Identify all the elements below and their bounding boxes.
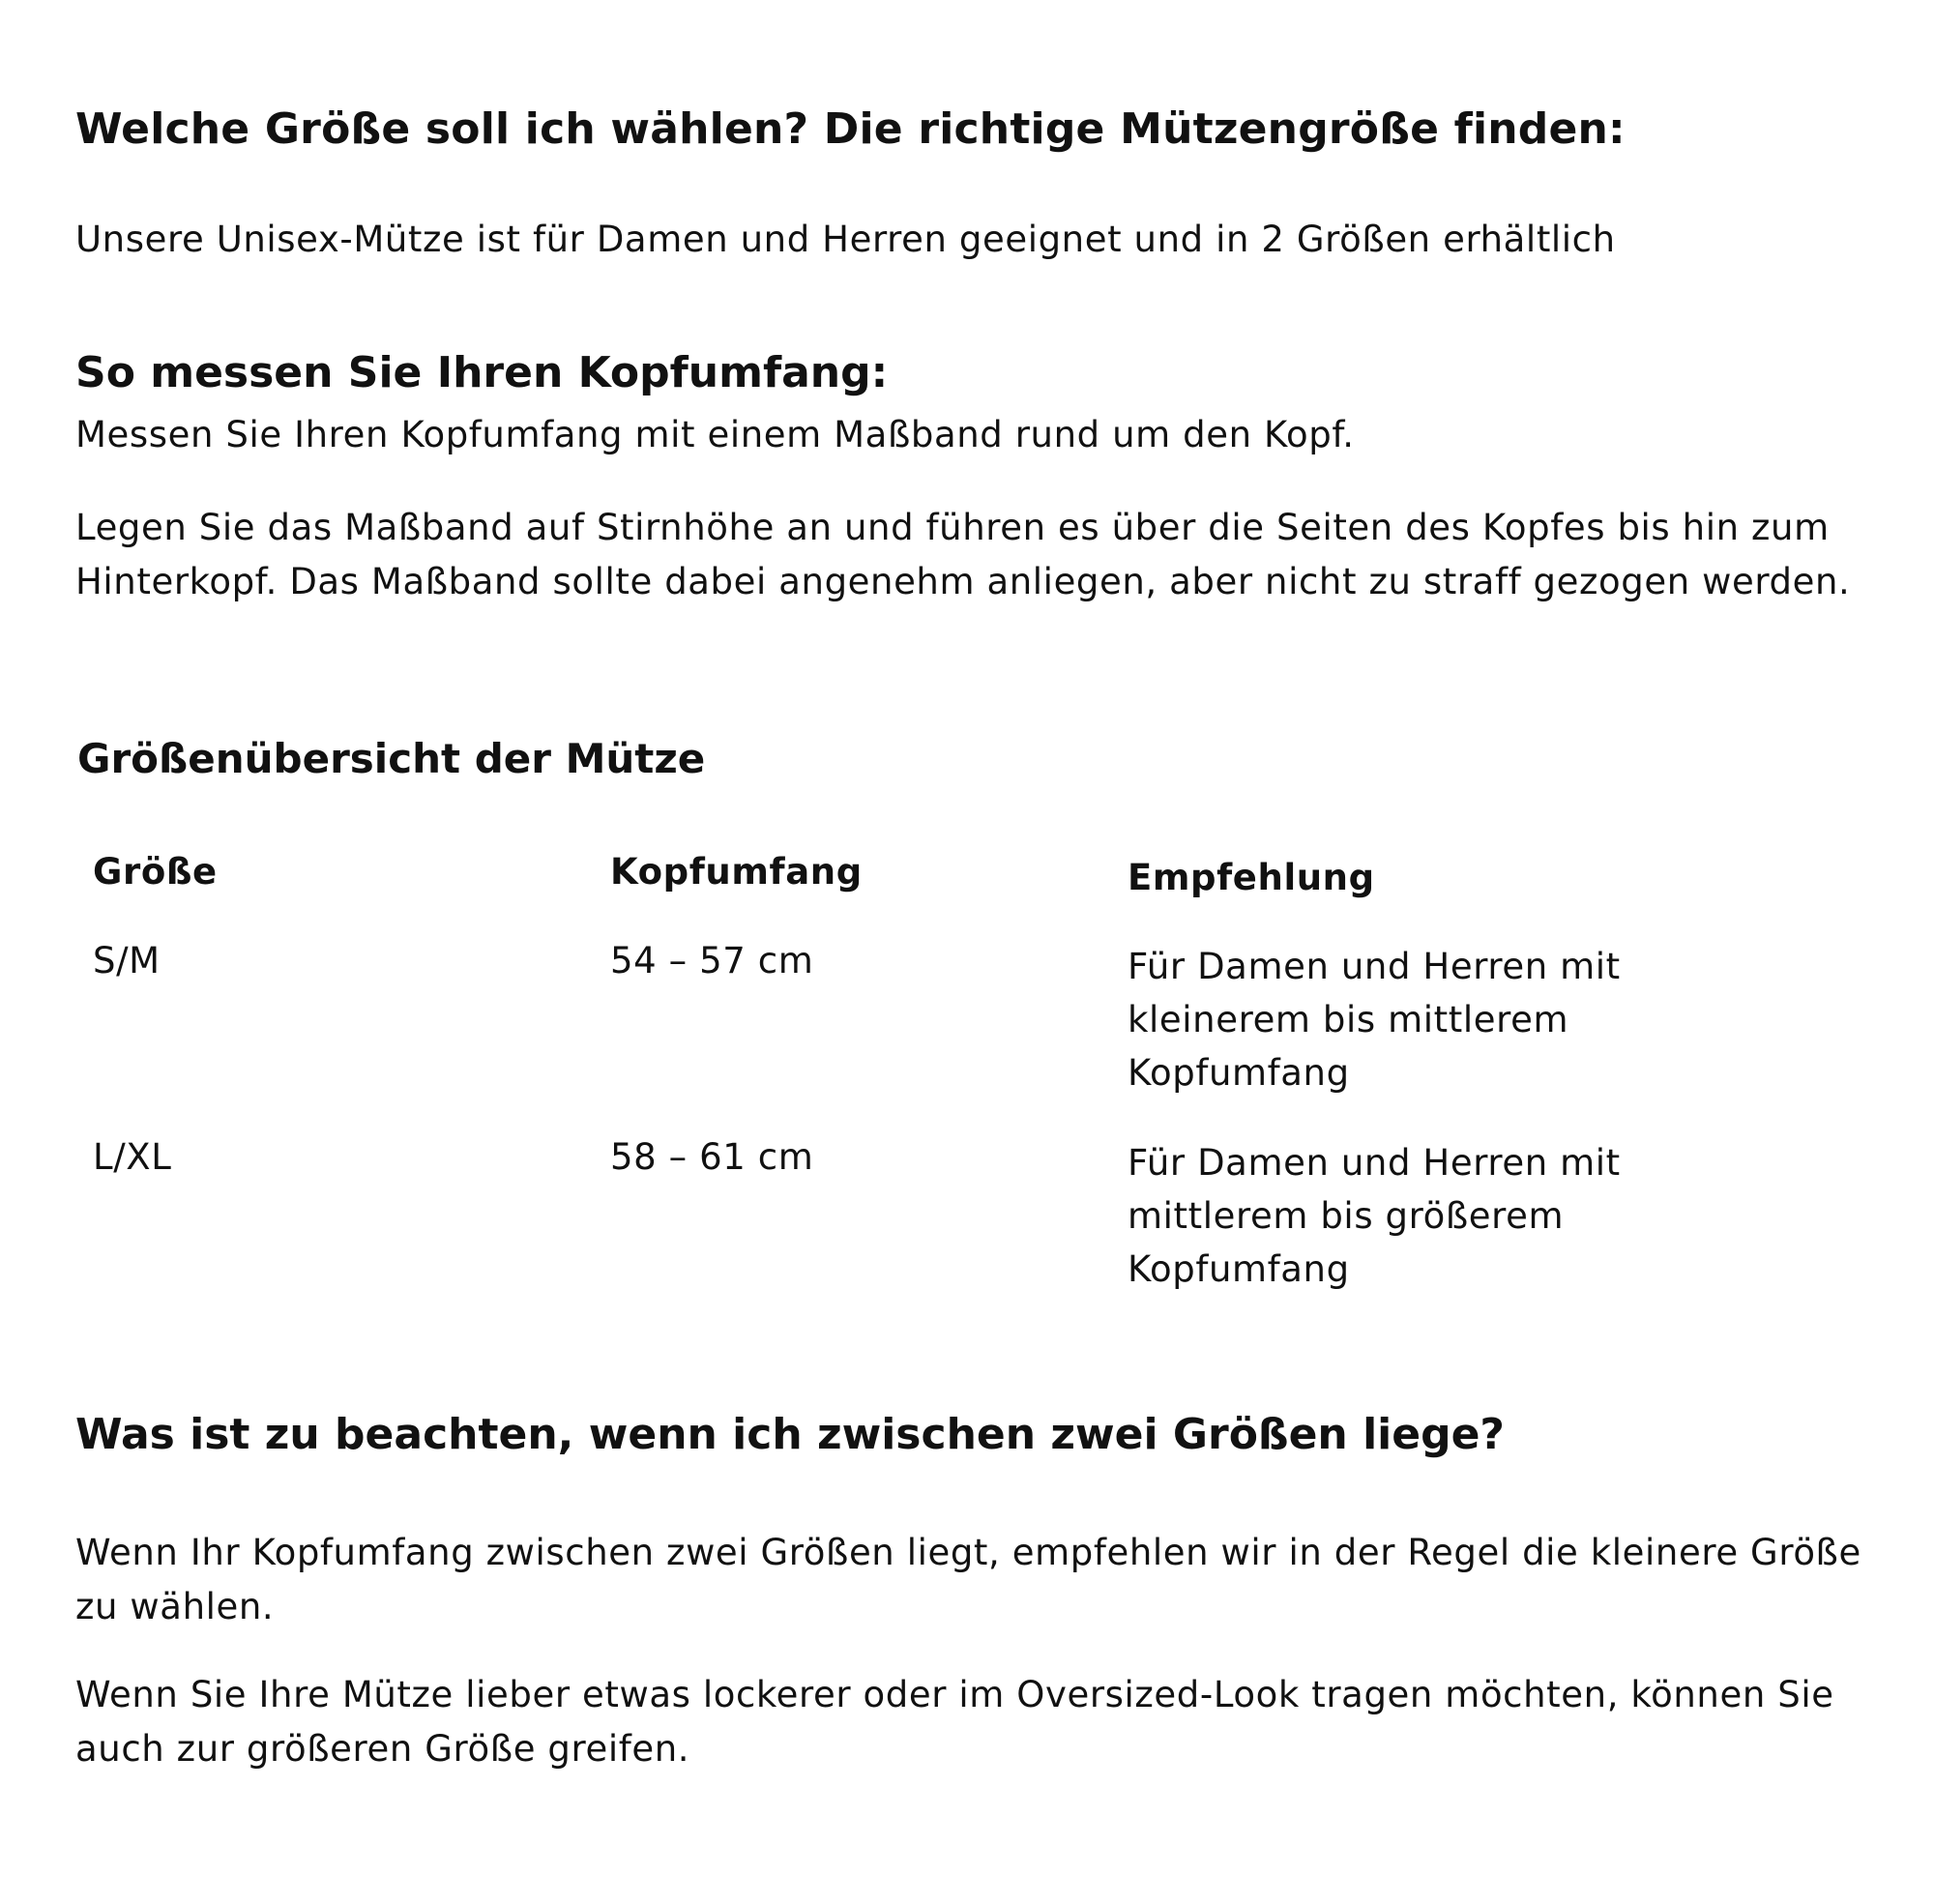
between-sizes-paragraph-2: Wenn Sie Ihre Mütze lieber etwas lockerer oder im Oversized-Look tragen möchten, können Sie auch zur größeren Größe greifen.	[75, 1674, 1834, 1770]
table-cell-recommendation: Für Damen und Herren mit kleinerem bis mittlerem Kopfumfang	[1128, 946, 1621, 1094]
page-title: Welche Größe soll ich wählen? Die richtige Mützengröße finden:	[75, 104, 1626, 154]
table-cell-head-circumference: 54 – 57 cm	[610, 940, 814, 981]
table-cell-size: S/M	[93, 940, 161, 981]
column-header-head-circumference: Kopfumfang	[610, 851, 863, 893]
size-table-heading: Größenübersicht der Mütze	[77, 735, 706, 782]
column-header-size: Größe	[93, 851, 218, 893]
intro-text: Unsere Unisex-Mütze ist für Damen und Herren geeignet und in 2 Größen erhältlich	[75, 219, 1616, 260]
between-sizes-paragraph-1: Wenn Ihr Kopfumfang zwischen zwei Größen liegt, empfehlen wir in der Regel die kleinere Größe zu wählen.	[75, 1532, 1861, 1627]
measure-paragraph-2: Legen Sie das Maßband auf Stirnhöhe an und führen es über die Seiten des Kopfes bis hin zum Hinterkopf. Das Maßband sollte dabei angenehm anliegen, aber nicht zu straff gezogen werden.	[75, 507, 1851, 602]
table-cell-head-circumference: 58 – 61 cm	[610, 1136, 814, 1178]
table-cell-size: L/XL	[93, 1136, 172, 1178]
between-sizes-heading: Was ist zu beachten, wenn ich zwischen zwei Größen liege?	[75, 1410, 1505, 1459]
column-header-recommendation: Empfehlung	[1128, 857, 1375, 898]
table-cell-recommendation: Für Damen und Herren mit mittlerem bis größerem Kopfumfang	[1128, 1142, 1621, 1290]
measure-paragraph-1: Messen Sie Ihren Kopfumfang mit einem Maßband rund um den Kopf.	[75, 414, 1355, 455]
measure-heading: So messen Sie Ihren Kopfumfang:	[75, 348, 889, 397]
